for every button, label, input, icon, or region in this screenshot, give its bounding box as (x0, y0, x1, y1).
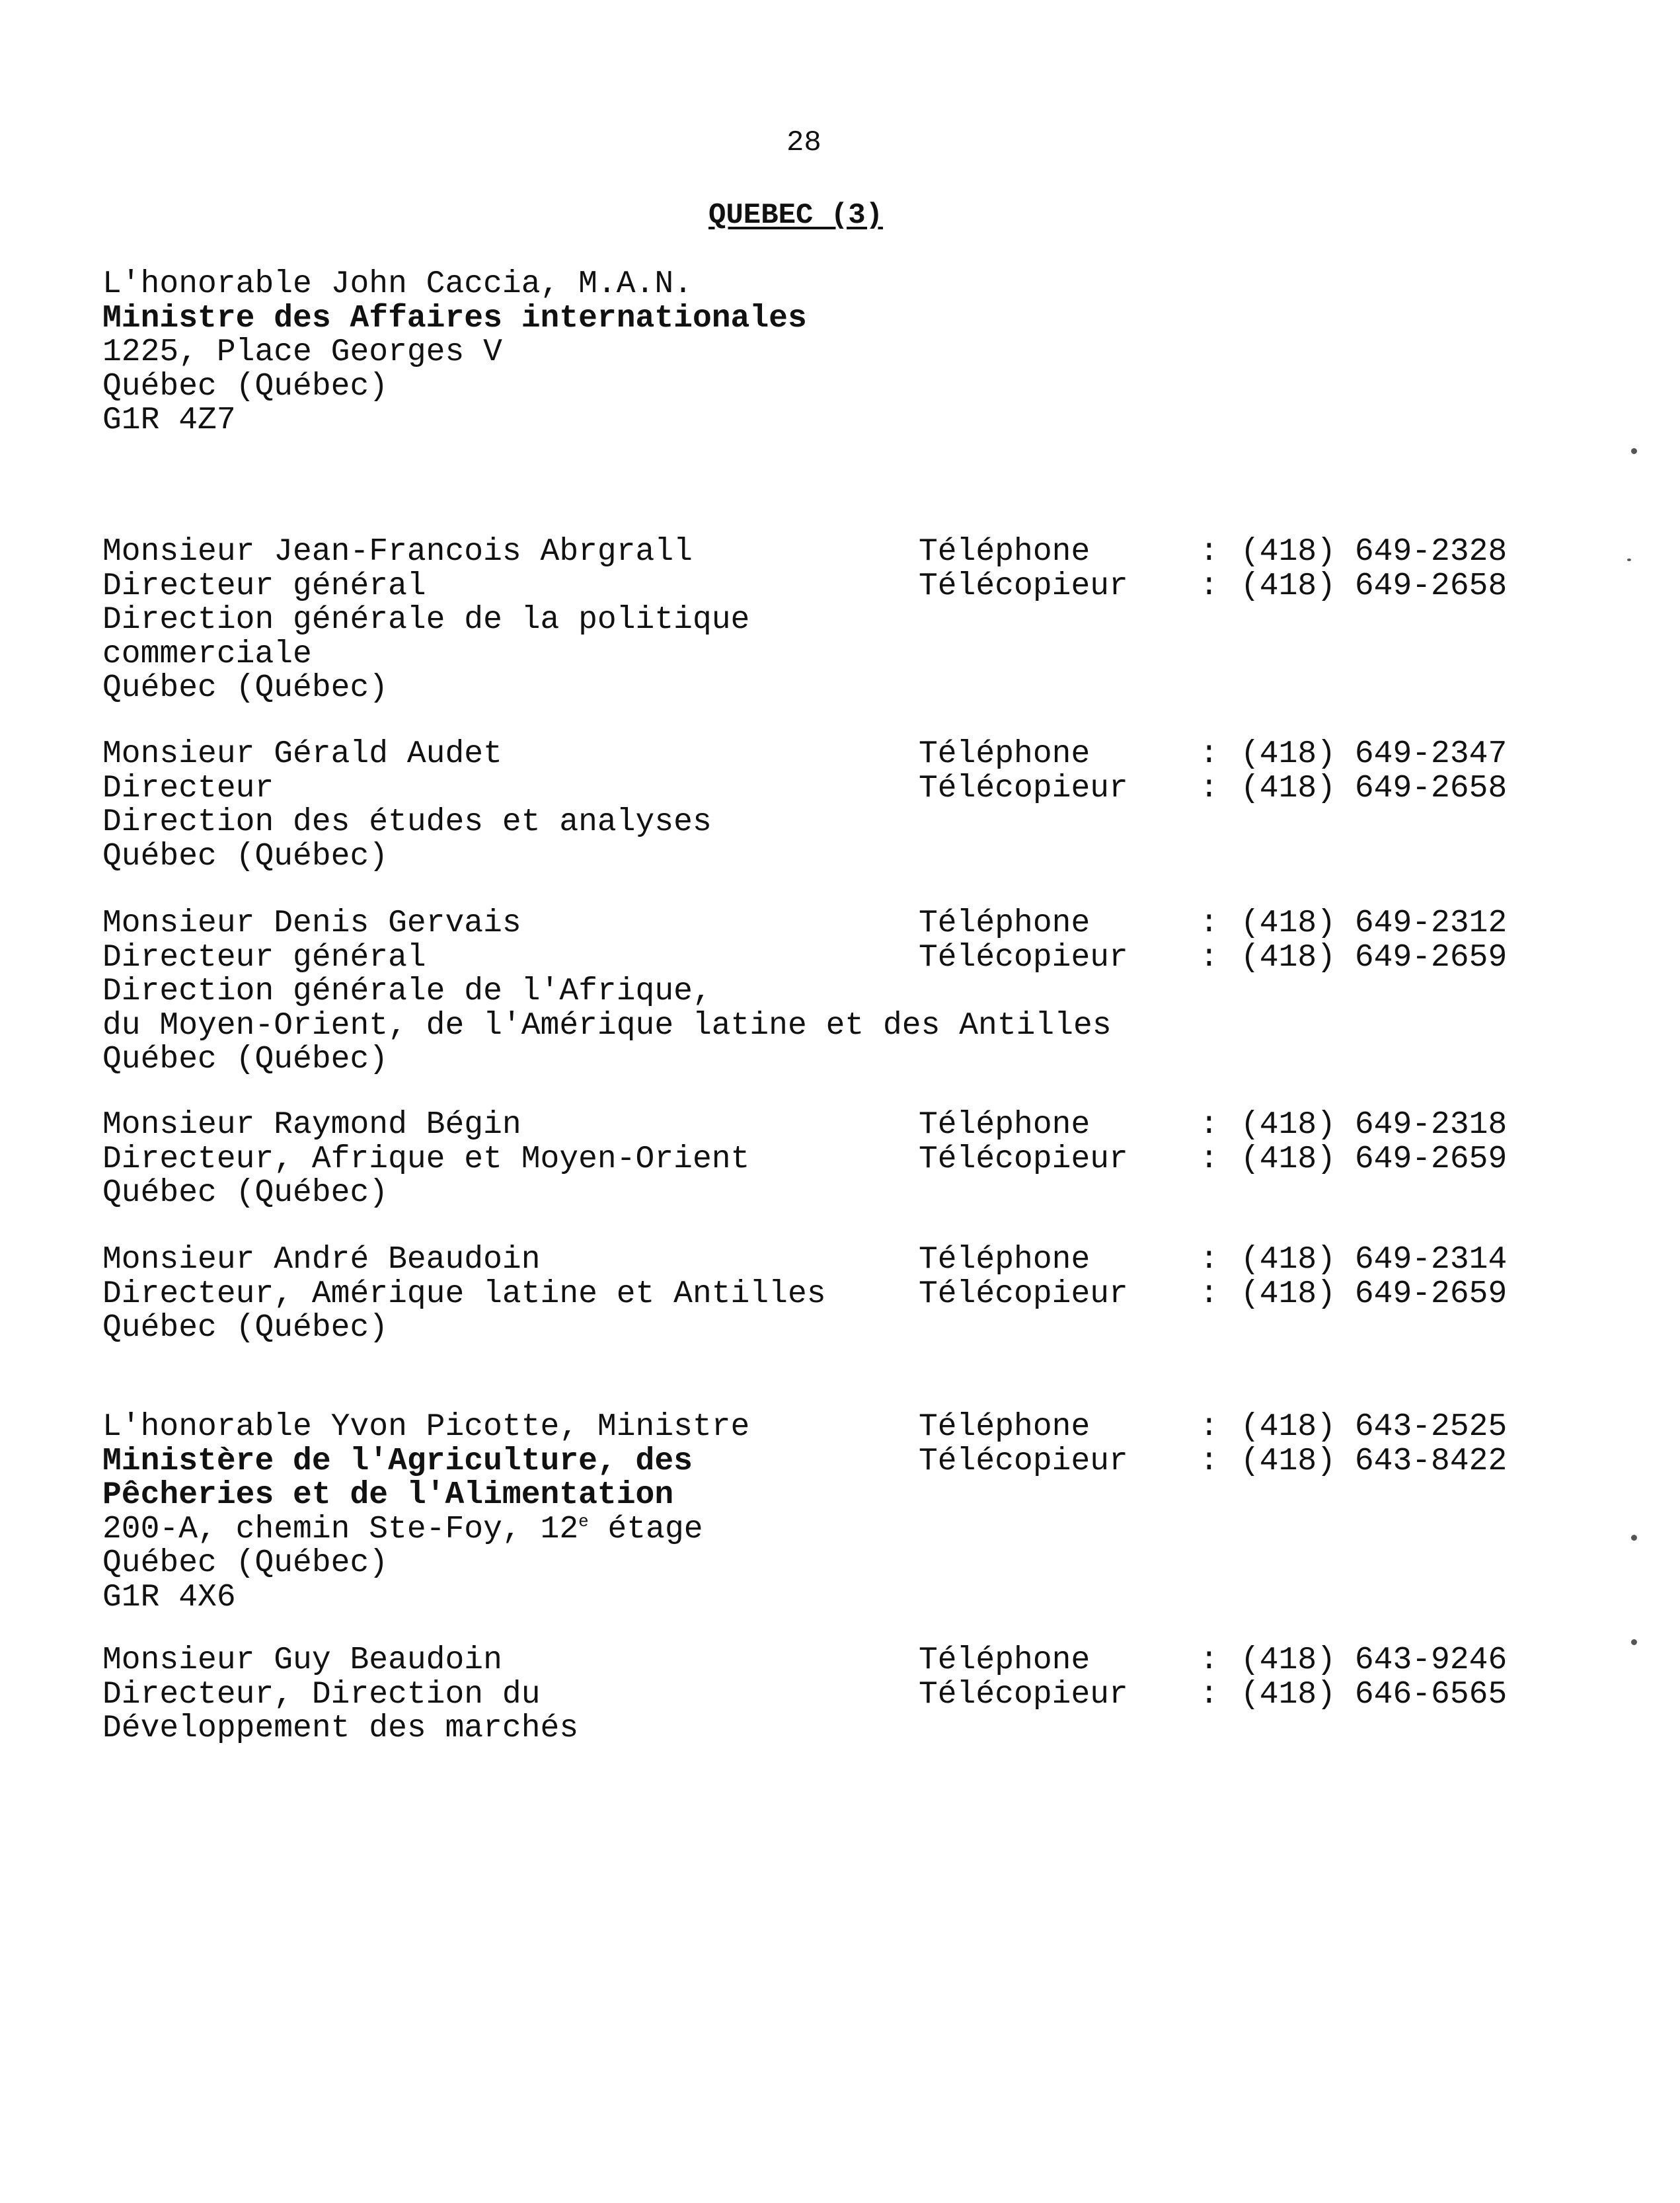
minister-block-caccia (102, 268, 807, 438)
fax-label: Télécopieur (919, 568, 1128, 604)
phone-label: Téléphone (919, 1242, 1090, 1278)
fax-number: (418) 649-2658 (1241, 568, 1508, 604)
contact-numbers-abrgrall (919, 535, 1518, 603)
contact-numbers-begin (919, 1108, 1518, 1177)
phone-number: (418) 649-2328 (1241, 534, 1508, 570)
minister-name: L'honorable John Caccia, M.A.N. (102, 266, 693, 302)
page-number: 28 (786, 126, 821, 159)
phone-number: (418) 649-2347 (1241, 736, 1508, 772)
separator: : (1200, 736, 1219, 772)
address-superscript: e (578, 1511, 589, 1531)
separator: : (1200, 1409, 1219, 1445)
fax-row (919, 1143, 1518, 1177)
address-suffix: étage (588, 1511, 703, 1547)
fax-number: (418) 649-2658 (1241, 770, 1508, 806)
phone-row (919, 907, 1518, 941)
separator: : (1200, 1107, 1219, 1143)
fax-number: (418) 649-2659 (1241, 939, 1508, 976)
separator: : (1200, 1443, 1219, 1479)
scan-speck (1631, 448, 1637, 454)
contact-entry-andre-beaudoin (102, 1243, 826, 1346)
phone-number: (418) 649-2318 (1241, 1107, 1508, 1143)
fax-row (919, 1278, 1518, 1312)
phone-label: Téléphone (919, 1107, 1090, 1143)
contact-name: Monsieur Denis Gervais (102, 906, 521, 941)
contact-numbers-andre-beaudoin (919, 1243, 1518, 1311)
city-line: Québec (Québec) (102, 368, 389, 405)
contact-department: Direction générale de l'Afrique, (102, 974, 712, 1009)
phone-number: (418) 643-9246 (1241, 1643, 1508, 1678)
separator: : (1200, 1643, 1219, 1678)
postal-code: G1R 4Z7 (102, 403, 236, 438)
separator: : (1200, 906, 1219, 941)
ministry-name: Ministre des Affaires internationales (102, 300, 807, 336)
separator: : (1200, 1141, 1219, 1177)
ministry-name-line1: Ministère de l'Agriculture, des (102, 1443, 693, 1479)
phone-number: (418) 643-2525 (1241, 1409, 1508, 1445)
section-title: QUEBEC (3) (708, 199, 884, 232)
contact-entry-begin (102, 1108, 749, 1211)
contact-city: Québec (Québec) (102, 838, 389, 874)
scan-speck (1627, 559, 1631, 561)
phone-number: (418) 649-2314 (1241, 1242, 1508, 1278)
scan-speck (1631, 1639, 1637, 1645)
fax-row (919, 570, 1518, 604)
separator: : (1200, 1242, 1219, 1278)
contact-city: Québec (Québec) (102, 670, 389, 706)
address-line: 1225, Place Georges V (102, 334, 502, 370)
scan-speck (1631, 1535, 1637, 1541)
address-line (102, 1513, 749, 1547)
minister-block-picotte (102, 1411, 749, 1615)
contact-entry-guy-beaudoin (102, 1644, 578, 1746)
contact-city: Québec (Québec) (102, 1042, 389, 1077)
contact-numbers-gervais (919, 907, 1518, 975)
separator: : (1200, 568, 1219, 604)
fax-label: Télécopieur (919, 1276, 1128, 1312)
minister-numbers-picotte (919, 1411, 1518, 1479)
contact-name: Monsieur Raymond Bégin (102, 1107, 521, 1143)
contact-city: Québec (Québec) (102, 1175, 389, 1211)
minister-name: L'honorable Yvon Picotte, Ministre (102, 1409, 750, 1445)
contact-entry-audet (102, 738, 712, 874)
contact-department-cont: commerciale (102, 636, 312, 672)
phone-row (919, 738, 1518, 772)
phone-number: (418) 649-2312 (1241, 906, 1508, 941)
fax-row (919, 1678, 1518, 1713)
city-line: Québec (Québec) (102, 1545, 389, 1581)
phone-row (919, 1411, 1518, 1445)
address-main: 200-A, chemin Ste-Foy, 12 (102, 1511, 579, 1547)
phone-label: Téléphone (919, 906, 1090, 941)
fax-number: (418) 643-8422 (1241, 1443, 1508, 1479)
ministry-name-line2: Pêcheries et de l'Alimentation (102, 1477, 674, 1513)
contact-title: Directeur, Amérique latine et Antilles (102, 1276, 826, 1312)
fax-number: (418) 649-2659 (1241, 1276, 1508, 1312)
contact-numbers-guy-beaudoin (919, 1644, 1518, 1712)
contact-city: Québec (Québec) (102, 1310, 389, 1346)
postal-code: G1R 4X6 (102, 1579, 236, 1615)
fax-label: Télécopieur (919, 939, 1128, 976)
contact-title: Directeur, Afrique et Moyen-Orient (102, 1141, 750, 1177)
phone-label: Téléphone (919, 534, 1090, 570)
fax-label: Télécopieur (919, 770, 1128, 806)
contact-title: Directeur général (102, 939, 426, 976)
contact-numbers-audet (919, 738, 1518, 806)
fax-number: (418) 649-2659 (1241, 1141, 1508, 1177)
contact-name: Monsieur Gérald Audet (102, 736, 502, 772)
contact-name: Monsieur Guy Beaudoin (102, 1643, 502, 1678)
contact-department: Direction des études et analyses (102, 804, 712, 840)
phone-row (919, 1243, 1518, 1278)
fax-label: Télécopieur (919, 1676, 1128, 1713)
contact-title: Directeur, Direction du (102, 1676, 541, 1713)
contact-title: Directeur (102, 770, 274, 806)
phone-label: Téléphone (919, 1409, 1090, 1445)
contact-name: Monsieur Jean-Francois Abrgrall (102, 534, 693, 570)
fax-number: (418) 646-6565 (1241, 1676, 1508, 1713)
fax-label: Télécopieur (919, 1141, 1128, 1177)
contact-name: Monsieur André Beaudoin (102, 1242, 541, 1278)
separator: : (1200, 534, 1219, 570)
contact-department: Développement des marchés (102, 1711, 579, 1746)
phone-label: Téléphone (919, 736, 1090, 772)
separator: : (1200, 939, 1219, 976)
contact-department: Direction générale de la politique (102, 602, 750, 638)
contact-entry-abrgrall (102, 535, 749, 706)
phone-row (919, 1644, 1518, 1678)
separator: : (1200, 1276, 1219, 1312)
phone-row (919, 535, 1518, 570)
fax-label: Télécopieur (919, 1443, 1128, 1479)
contact-department-cont: du Moyen-Orient, de l'Amérique latine et des Antilles (102, 1007, 1112, 1044)
phone-row (919, 1108, 1518, 1143)
separator: : (1200, 770, 1219, 806)
fax-row (919, 772, 1518, 806)
fax-row (919, 941, 1518, 976)
phone-label: Téléphone (919, 1643, 1090, 1678)
separator: : (1200, 1676, 1219, 1713)
fax-row (919, 1445, 1518, 1479)
contact-title: Directeur général (102, 568, 426, 604)
